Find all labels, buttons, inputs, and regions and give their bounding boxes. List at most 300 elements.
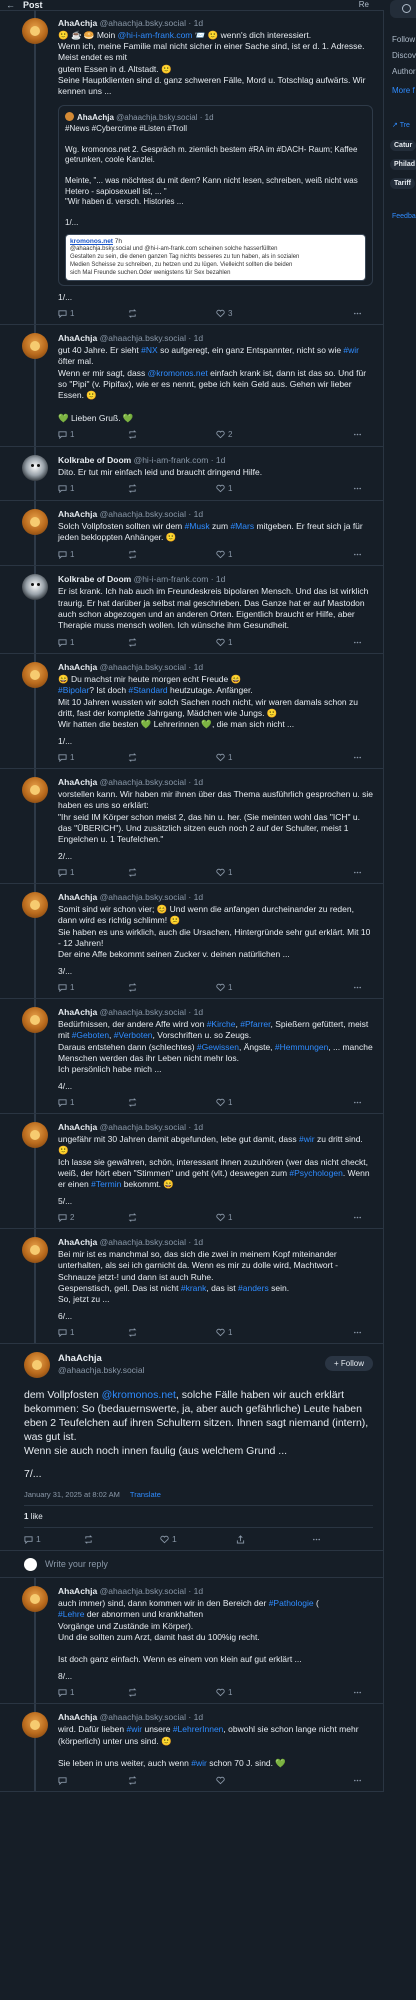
text-segment: Solch Vollpfosten sollten wir dem xyxy=(58,520,185,531)
text-segment: Dito. Er tut mir einfach leid und braucht dringend Hilfe. xyxy=(58,466,263,477)
text-link[interactable]: #krank xyxy=(180,1282,207,1293)
post-text xyxy=(58,1724,373,1769)
reply-composer[interactable] xyxy=(0,1551,383,1578)
text-link[interactable]: #Hemmungen xyxy=(274,1041,329,1052)
sidebar-link-discover[interactable]: Discov xyxy=(392,51,416,60)
post-time[interactable]: · 1d xyxy=(188,18,204,28)
post-actions xyxy=(58,982,373,992)
post-actions xyxy=(58,752,373,762)
like-button[interactable] xyxy=(216,1776,306,1785)
reply-button[interactable] xyxy=(58,430,128,439)
embedded-screenshot-header xyxy=(70,238,361,245)
repost-button[interactable] xyxy=(128,430,216,439)
repost-arrows-icon xyxy=(128,1098,137,1107)
speech-bubble-icon xyxy=(58,1098,67,1107)
repost-arrows-icon xyxy=(128,1328,137,1337)
more-options-button[interactable] xyxy=(353,1213,365,1222)
post-time[interactable]: · 1d xyxy=(188,1007,204,1018)
like-button[interactable] xyxy=(216,1688,306,1697)
avatar[interactable] xyxy=(24,1352,50,1378)
replies-count: 1 xyxy=(70,1687,75,1697)
ellipsis-icon xyxy=(353,430,362,439)
author-name[interactable]: Kolkrabe of Doom xyxy=(58,574,132,585)
more-options-button[interactable] xyxy=(353,1328,365,1337)
timestamp-text: January 31, 2025 at 8:02 AM xyxy=(24,1490,120,1500)
repost-arrows-icon xyxy=(128,430,137,439)
text-link[interactable]: #Bipolar xyxy=(58,685,90,696)
ellipsis-icon xyxy=(353,1688,362,1697)
post-time[interactable]: · 1d xyxy=(210,574,226,585)
avatar[interactable] xyxy=(22,1007,48,1033)
repost-arrows-icon xyxy=(128,753,137,762)
quoted-post[interactable] xyxy=(58,105,373,286)
post-time[interactable]: · 1d xyxy=(188,1712,204,1723)
more-options-button[interactable] xyxy=(353,868,365,877)
text-segment: , xyxy=(235,1019,241,1030)
post-time[interactable]: · 1d xyxy=(188,1237,204,1248)
more-options-button[interactable] xyxy=(353,430,365,439)
quoted-author-handle: @ahaachja.bsky.social xyxy=(116,113,198,123)
avatar[interactable] xyxy=(22,574,48,600)
author-handle[interactable]: @ahaachja.bsky.social xyxy=(99,1007,187,1018)
sidebar-link-feedback[interactable]: Feedba xyxy=(392,213,416,220)
author-handle[interactable]: @ahaachja.bsky.social xyxy=(99,508,187,519)
reply-button[interactable] xyxy=(58,309,128,318)
repost-arrows-icon xyxy=(128,484,137,493)
repost-button[interactable] xyxy=(128,550,216,559)
trending-pill[interactable]: Philad xyxy=(390,159,416,170)
text-link[interactable]: #wir xyxy=(191,1758,207,1769)
post-header xyxy=(58,333,373,344)
like-button[interactable] xyxy=(216,638,306,647)
post-text xyxy=(58,904,373,960)
heart-icon xyxy=(160,1535,169,1544)
sidebar-link-author[interactable]: Author xyxy=(392,67,416,76)
trending-pill[interactable]: Tariff xyxy=(390,178,415,189)
thread-post[interactable] xyxy=(0,325,383,446)
post-header xyxy=(58,1586,373,1597)
heart-icon xyxy=(216,430,225,439)
author-name[interactable]: Kolkrabe of Doom xyxy=(58,454,132,465)
more-options-button[interactable] xyxy=(353,484,365,493)
heart-icon xyxy=(216,1328,225,1337)
text-link[interactable]: #Pfarrer xyxy=(240,1019,271,1030)
more-options-button[interactable] xyxy=(353,753,365,762)
author-name[interactable]: AhaAchja xyxy=(58,1712,98,1723)
reply-button[interactable] xyxy=(58,1328,128,1337)
author-name[interactable]: AhaAchja xyxy=(58,1586,98,1597)
author-name[interactable]: AhaAchja xyxy=(58,18,98,28)
text-link[interactable]: @hi-i-am-frank.com xyxy=(117,30,193,40)
likes-count: 1 xyxy=(228,867,233,877)
post-header xyxy=(58,777,373,788)
repost-arrows-icon xyxy=(128,868,137,877)
speech-bubble-icon xyxy=(58,1328,67,1337)
main-post-text xyxy=(24,1388,373,1458)
likes-count: 1 xyxy=(228,752,233,762)
follow-button[interactable]: + Follow xyxy=(325,1356,373,1371)
likes-summary[interactable] xyxy=(24,1506,373,1528)
repost-button[interactable] xyxy=(128,983,216,992)
author-name[interactable]: AhaAchja xyxy=(58,508,98,519)
author-handle[interactable]: @hi-i-am-frank.com xyxy=(133,574,209,585)
repost-arrows-icon xyxy=(128,983,137,992)
more-options-button[interactable] xyxy=(353,309,365,318)
post-time[interactable]: · 1d xyxy=(188,508,204,519)
like-button[interactable] xyxy=(216,753,306,762)
speech-bubble-icon xyxy=(58,484,67,493)
thread-position: 8/... xyxy=(58,1671,73,1682)
reply-button[interactable] xyxy=(58,983,128,992)
text-link[interactable]: #anders xyxy=(238,1282,269,1293)
post-actions xyxy=(58,1327,373,1337)
avatar[interactable] xyxy=(22,455,48,481)
heart-icon xyxy=(216,983,225,992)
like-button[interactable] xyxy=(216,1328,306,1337)
text-segment: 😄 Du machst mir heute morgen echt Freude 😄 xyxy=(58,674,242,685)
text-link[interactable]: #Mars xyxy=(230,520,255,531)
thread-post[interactable] xyxy=(0,654,383,769)
thread-position: 6/... xyxy=(58,1311,73,1322)
author-name[interactable]: AhaAchja xyxy=(58,333,98,344)
avatar[interactable] xyxy=(22,509,48,535)
text-link[interactable]: #Geboten xyxy=(71,1030,110,1041)
speech-bubble-icon xyxy=(58,1688,67,1697)
thread-post[interactable] xyxy=(0,566,383,654)
like-button[interactable] xyxy=(216,309,306,318)
text-link[interactable]: @kromonos.net xyxy=(101,1389,176,1402)
like-button[interactable] xyxy=(216,1098,306,1107)
repost-arrows-icon xyxy=(128,1213,137,1222)
replies-count: 2 xyxy=(70,1212,75,1222)
replies-count: 1 xyxy=(70,752,75,762)
author-handle[interactable]: @ahaachja.bsky.social xyxy=(99,1712,187,1723)
like-button[interactable] xyxy=(216,550,306,559)
post-actions xyxy=(58,430,373,440)
like-button[interactable] xyxy=(160,1534,236,1544)
thread-position: 7/... xyxy=(24,1468,42,1481)
text-link[interactable]: #LehrerInnen xyxy=(172,1724,224,1735)
thread-position: 1/... xyxy=(58,736,73,747)
text-link[interactable]: #Musk xyxy=(184,520,210,531)
author-name[interactable]: AhaAchja xyxy=(58,777,98,788)
repost-button[interactable] xyxy=(128,484,216,493)
like-button[interactable] xyxy=(216,484,306,493)
post-time[interactable]: · 1d xyxy=(188,892,204,903)
user-avatar xyxy=(24,1558,37,1571)
text-segment: so aufgeregt, ein ganz Entspannter, nicht so wie xyxy=(157,345,344,356)
replies-count: 1 xyxy=(70,1327,75,1337)
thread-post[interactable] xyxy=(0,501,383,566)
like-button[interactable] xyxy=(216,868,306,877)
author-name[interactable]: AhaAchja xyxy=(58,662,98,673)
avatar[interactable] xyxy=(22,1122,48,1148)
post-header xyxy=(58,892,373,903)
author-name[interactable]: AhaAchja xyxy=(58,1007,98,1018)
post-actions xyxy=(58,549,373,559)
post-actions xyxy=(58,1097,373,1107)
like-button[interactable] xyxy=(216,983,306,992)
likes-count: 1 xyxy=(228,1097,233,1107)
post-text xyxy=(58,1598,373,1665)
author-name[interactable]: AhaAchja xyxy=(58,1122,98,1133)
text-segment: . Wenn er einen xyxy=(58,1167,370,1189)
text-link[interactable]: #Lehre xyxy=(58,1609,85,1620)
reply-placeholder[interactable]: Write your reply xyxy=(45,1559,108,1570)
likes-count: 1 xyxy=(228,484,233,494)
speech-bubble-icon xyxy=(58,638,67,647)
repost-button[interactable] xyxy=(128,1688,216,1697)
replies-count: 1 xyxy=(70,549,75,559)
heart-icon xyxy=(216,868,225,877)
post-time[interactable]: · 1d xyxy=(188,1586,204,1597)
like-button[interactable] xyxy=(216,1213,306,1222)
like-button[interactable] xyxy=(216,430,306,439)
thread-post[interactable] xyxy=(0,447,383,501)
text-segment: , Vorschriften u. so Zeugs. Daraus entstehen dann (schlechtes) xyxy=(58,1030,252,1052)
more-options-button[interactable] xyxy=(312,1535,352,1544)
reply-button[interactable] xyxy=(58,753,128,762)
heart-icon xyxy=(216,550,225,559)
text-segment: dem Vollpfosten xyxy=(24,1389,102,1402)
text-link[interactable]: #Verboten xyxy=(113,1030,153,1041)
repost-button[interactable] xyxy=(128,868,216,877)
post-text xyxy=(58,345,373,423)
more-options-button[interactable] xyxy=(353,983,365,992)
author-handle[interactable]: @hi-i-am-frank.com xyxy=(133,454,209,465)
text-segment: ( xyxy=(315,1598,319,1609)
author-handle[interactable]: @ahaachja.bsky.social xyxy=(99,777,187,788)
post-actions xyxy=(58,1687,373,1697)
post-time[interactable]: · 1d xyxy=(188,662,204,673)
reply-button[interactable] xyxy=(58,868,128,877)
thread-feed xyxy=(0,10,384,1792)
speech-bubble-icon xyxy=(58,1776,67,1785)
reply-button[interactable] xyxy=(58,484,128,493)
text-segment: Er ist krank. Ich hab auch im Freundeskreis bipolaren Mensch. Und das ist wirklich traurig. Er hat darüber ja selbst mal geschrieben. Das Ganze hat er auf Mastodon auch schon abgezogen und an anderen Orten. Eigentlich braucht er Hilfe, aber Therapie muss mensch wollen. Ich wünsche ihm Gesundheit. xyxy=(58,586,369,630)
text-segment: ? Ist doch xyxy=(89,685,129,696)
repost-button[interactable] xyxy=(128,753,216,762)
right-sidebar xyxy=(384,0,416,2000)
more-options-button[interactable] xyxy=(353,638,365,647)
thread-post[interactable] xyxy=(0,1578,383,1704)
more-options-button[interactable] xyxy=(353,1776,365,1785)
author-name[interactable]: AhaAchja xyxy=(58,1237,98,1248)
heart-icon xyxy=(216,1098,225,1107)
author-handle[interactable]: @ahaachja.bsky.social xyxy=(99,18,187,28)
replies-count: 1 xyxy=(70,1097,75,1107)
text-segment: 📨 🙂 wenn's dich interessiert. Wenn ich, meine Familie mal nicht sicher in einer Sache sind, ist er d. 1. Adresse. Meist endet es mit gutem Essen in d. Altstadt. 🙂 Seine Hauptklienten sind d. ganz schweren Fälle, Mord u. Totschlag aufwärts. Wir kennen uns ... xyxy=(58,30,366,97)
repost-button[interactable] xyxy=(128,309,216,318)
text-segment: Somit sind wir schon vier; 😊 Und wenn die anfangen durcheinander zu reden, dann wird es richtig schlimm! 😕 Sie haben es uns wirklich, auch die Ursachen, Hintergründe sehr gut erklärt. Mit 10 - 12 Jahren! Der eine Affe bekommt seinen Zucker v. deinen natürlichen ... xyxy=(58,904,371,959)
replies-count: 1 xyxy=(70,867,75,877)
ellipsis-icon xyxy=(353,550,362,559)
thread-post[interactable] xyxy=(0,1704,383,1792)
text-link[interactable]: #Termin xyxy=(91,1179,122,1189)
post-header xyxy=(58,574,373,585)
post-header xyxy=(58,18,373,29)
repost-button[interactable] xyxy=(128,1098,216,1107)
text-link[interactable]: #NX xyxy=(141,345,158,356)
reply-button[interactable] xyxy=(58,550,128,559)
text-link[interactable]: #Gewissen xyxy=(196,1041,239,1052)
repost-button[interactable] xyxy=(84,1535,160,1544)
author-handle[interactable]: @ahaachja.bsky.social xyxy=(99,662,187,673)
search-input[interactable] xyxy=(390,0,416,18)
heart-icon xyxy=(216,638,225,647)
avatar[interactable] xyxy=(22,333,48,359)
text-segment: sein. So, jetzt zu ... xyxy=(58,1282,290,1305)
thread-post[interactable] xyxy=(0,1229,383,1344)
text-segment: zum xyxy=(209,520,231,531)
quoted-post-text: #News #Cybercrime #Listen #Troll Wg. kromonos.net 2. Gespräch m. ziemlich bestem #RA im #DACH- Raum; Kaffee getrunken, coole Kanzlei. Meinte, "... was möchtest du mit dem? Kann nicht lesen, schreiben, weiß nicht was Hetero - sapiosexuell ist, ... " "Wir haben d. versch. Histories ... 1/... xyxy=(65,124,358,227)
author-handle[interactable]: @ahaachja.bsky.social xyxy=(99,1122,187,1133)
repost-button[interactable] xyxy=(128,1776,216,1785)
text-segment: unsere xyxy=(142,1724,173,1735)
post-timestamp xyxy=(24,1490,373,1506)
thread-post[interactable] xyxy=(0,999,383,1114)
page-title: Post xyxy=(23,0,43,10)
trending-pill[interactable]: Catur xyxy=(390,140,416,151)
post-header xyxy=(58,1007,373,1018)
text-link[interactable]: #wir xyxy=(126,1724,143,1735)
reply-button[interactable] xyxy=(58,638,128,647)
likes-count: 1 xyxy=(228,1212,233,1222)
text-segment: schon 70 J. sind. 💚 xyxy=(206,1758,286,1769)
reply-button[interactable] xyxy=(24,1534,84,1544)
likes-count: 2 xyxy=(228,430,233,440)
text-segment: einfach krank ist, dann ist das so. Und für so "Pipi" (v. Pipifax), wie er es nennt, gebe ich kein Geld aus. Gehen wir lieber Essen. 🙂 💚 Lieben Gruß. 💚 xyxy=(58,367,367,423)
speech-bubble-icon xyxy=(58,753,67,762)
text-link[interactable]: #wir xyxy=(343,345,360,356)
thread-post[interactable] xyxy=(0,769,383,884)
more-options-button[interactable] xyxy=(353,550,365,559)
thread-post[interactable] xyxy=(0,884,383,999)
text-link[interactable]: #wir xyxy=(299,1134,315,1145)
header-right-button[interactable]: Re xyxy=(358,0,369,9)
text-segment: 🙂 ☕ 🥯 Moin xyxy=(58,30,118,40)
thread-position: 2/... xyxy=(58,851,73,862)
avatar[interactable] xyxy=(22,777,48,803)
post-text xyxy=(58,521,373,543)
main-post-actions xyxy=(24,1528,373,1550)
repost-arrows-icon xyxy=(84,1535,93,1544)
author-handle[interactable]: @ahaachja.bsky.social xyxy=(58,1365,145,1376)
likes-label: like xyxy=(28,1512,43,1522)
thread-position: 3/... xyxy=(58,966,73,977)
post-actions xyxy=(58,1775,373,1785)
avatar[interactable] xyxy=(22,18,48,44)
text-segment: heutzutage. Anfänger. Mit 10 Jahren wussten wir solch Sachen noch nicht, wir waren damals schon zu dritt, fast der komplette Jahrgang, Mädchen wie Jungs. 🙂 Wir hatten die besten 💚 Lehrerinnen 💚, die man sich nicht ... xyxy=(58,685,359,729)
post-time[interactable]: · 1d xyxy=(188,333,204,344)
back-arrow-icon[interactable]: ← xyxy=(6,0,15,10)
avatar[interactable] xyxy=(22,662,48,688)
avatar[interactable] xyxy=(22,1586,48,1612)
post-text xyxy=(58,586,373,631)
post-text xyxy=(58,1249,373,1305)
sidebar-link-following[interactable]: Follow xyxy=(392,35,416,44)
author-handle[interactable]: @ahaachja.bsky.social xyxy=(99,333,187,344)
action-count: 1 xyxy=(172,1534,177,1545)
repost-arrows-icon xyxy=(128,550,137,559)
share-button[interactable] xyxy=(236,1535,312,1544)
ellipsis-icon xyxy=(353,484,362,493)
reply-button[interactable] xyxy=(58,1776,128,1785)
text-segment: , solche Fälle haben wir auch erklärt bekommen: So (bedauernswerte, ja, aber auch gefährliche) Leute haben eben 2 Teufelchen auf ihren Schultern sitzen. Ihnen sagt niemand (intern), was gut ist. Wenn sie auch noch innen faulig (aus welchem Grund ... xyxy=(24,1389,369,1458)
reply-button[interactable] xyxy=(58,1213,128,1222)
text-link[interactable]: #Kirche xyxy=(206,1019,236,1030)
trending-text: Tre xyxy=(399,122,410,129)
more-options-button[interactable] xyxy=(353,1688,365,1697)
text-segment: , Spießern gefüttert, meist mit xyxy=(58,1019,369,1041)
post-header xyxy=(58,662,373,673)
text-link[interactable]: #Pathologie xyxy=(268,1598,314,1609)
post-actions xyxy=(58,484,373,494)
text-segment: , Ängste, xyxy=(238,1041,275,1052)
speech-bubble-icon xyxy=(58,868,67,877)
author-name[interactable]: AhaAchja xyxy=(58,892,98,903)
sidebar-link-more-feeds[interactable]: More f xyxy=(392,86,415,95)
replies-count: 1 xyxy=(70,637,75,647)
reply-button[interactable] xyxy=(58,1098,128,1107)
repost-arrows-icon xyxy=(128,309,137,318)
text-link[interactable]: @kromonos.net xyxy=(147,367,208,378)
reply-button[interactable] xyxy=(58,1688,128,1697)
speech-bubble-icon xyxy=(58,1213,67,1222)
repost-button[interactable] xyxy=(128,638,216,647)
avatar[interactable] xyxy=(22,1237,48,1263)
ellipsis-icon xyxy=(353,1098,362,1107)
author-name[interactable]: AhaAchja xyxy=(58,1353,102,1365)
repost-button[interactable] xyxy=(128,1213,216,1222)
text-link[interactable]: #Psychologen xyxy=(289,1167,343,1178)
repost-arrows-icon xyxy=(128,1776,137,1785)
avatar[interactable] xyxy=(22,1712,48,1738)
post-actions xyxy=(58,1212,373,1222)
likes-count: 1 xyxy=(228,1687,233,1697)
post-time[interactable]: · 1d xyxy=(210,454,226,465)
translate-link[interactable]: Translate xyxy=(129,1490,161,1500)
text-segment: gut 40 Jahre. Er sieht xyxy=(58,345,142,356)
author-handle[interactable]: @ahaachja.bsky.social xyxy=(99,1237,187,1248)
speech-bubble-icon xyxy=(58,430,67,439)
text-segment: , das ist xyxy=(206,1282,239,1293)
repost-button[interactable] xyxy=(128,1328,216,1337)
post-time[interactable]: · 1d xyxy=(188,777,204,788)
post-actions xyxy=(58,867,373,877)
action-count: 1 xyxy=(36,1534,41,1545)
author-handle[interactable]: @ahaachja.bsky.social xyxy=(99,1586,187,1597)
avatar[interactable] xyxy=(22,892,48,918)
thread-position: 4/... xyxy=(58,1081,73,1092)
share-icon xyxy=(236,1535,245,1544)
text-segment: wird. Dafür lieben xyxy=(58,1724,127,1735)
embedded-screenshot xyxy=(65,234,366,281)
thread-post[interactable] xyxy=(0,1114,383,1229)
text-segment: Bei mir ist es manchmal so, das sich die zwei in meinem Kopf miteinander unterhalten, als sei ich garnicht da. Wenn es mir zu dolle wird, Machtwort -Schnauze jetzt-! und dann ist auch Ruhe. Gespenstisch, gell. Das ist nicht xyxy=(58,1249,338,1293)
post-actions xyxy=(58,308,373,318)
more-options-button[interactable] xyxy=(353,1098,365,1107)
likes-count: 1 xyxy=(228,549,233,559)
thread-post[interactable] xyxy=(0,10,383,325)
author-handle[interactable]: @ahaachja.bsky.social xyxy=(99,892,187,903)
text-link[interactable]: #Standard xyxy=(128,685,168,696)
likes-count: 1 xyxy=(228,982,233,992)
embedded-author-name: kromonos.net xyxy=(70,238,113,246)
post-time[interactable]: · 1d xyxy=(188,1122,204,1133)
text-segment: zu dritt sind. 🙂 Ich lasse sie gewähren, schön, interessant ihnen zuzuhören (wer das nicht checkt, weiß, der hört eben "Stimmen" und geht (vlt.) deswegen zum xyxy=(58,1134,368,1178)
text-segment: ungefähr mit 30 Jahren damit abgefunden, lebe gut damit, dass xyxy=(58,1134,299,1145)
